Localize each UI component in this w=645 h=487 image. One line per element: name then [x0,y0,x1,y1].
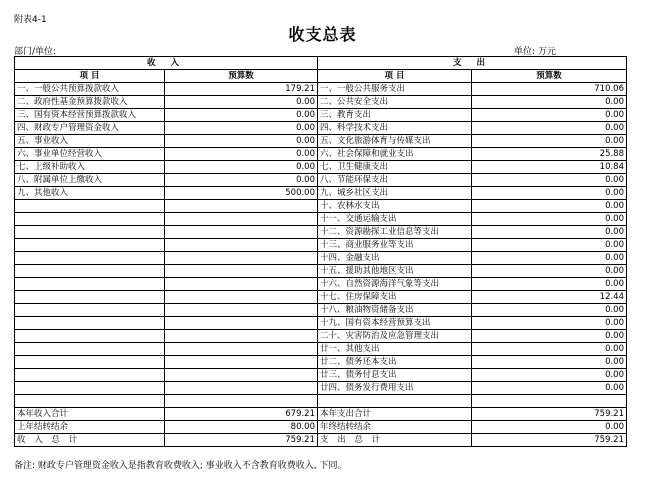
expenditure-item: 一、一般公共服务支出 [318,83,472,96]
expenditure-item: 九、城乡社区支出 [318,187,472,200]
expenditure-item: 十七、住房保障支出 [318,291,472,304]
table-row [15,330,627,343]
expenditure-value: 0.00 [472,330,627,343]
income-value: 0.00 [165,109,318,122]
income-value-empty [165,343,318,356]
table-row [15,382,627,395]
table-row [15,252,627,265]
total-expenditure-value: 0.00 [472,421,627,434]
expenditure-value: 0.00 [472,122,627,135]
expenditure-item: 十五、援助其他地区支出 [318,265,472,278]
expenditure-item: 二、公共安全支出 [318,96,472,109]
income-value-empty [165,213,318,226]
income-item-empty [15,200,165,213]
expenditure-item-header: 项 目 [318,70,472,83]
table-row [15,96,627,109]
expenditure-value: 0.00 [472,252,627,265]
income-value: 0.00 [165,161,318,174]
expenditure-item: 十四、金融支出 [318,252,472,265]
income-value-empty [165,382,318,395]
income-value-empty [165,200,318,213]
table-row [15,317,627,330]
income-value-empty [165,278,318,291]
expenditure-value: 12.44 [472,291,627,304]
table-row [15,343,627,356]
income-item: 一、一般公共预算拨款收入 [15,83,165,96]
total-expenditure-item: 本年支出合计 [318,408,472,421]
expenditure-item: 十六、自然资源海洋气象等支出 [318,278,472,291]
empty-cell [472,395,627,408]
table-row [15,278,627,291]
income-value: 179.21 [165,83,318,96]
income-item-empty [15,265,165,278]
table-row [15,135,627,148]
total-row [15,434,627,447]
income-value-empty [165,226,318,239]
income-value: 0.00 [165,96,318,109]
total-expenditure-item: 支 出 总 计 [318,434,472,447]
expenditure-value: 0.00 [472,369,627,382]
income-item-empty [15,291,165,304]
expenditure-value: 0.00 [472,265,627,278]
spacer-row [15,395,627,408]
income-item-empty [15,239,165,252]
income-value-empty [165,265,318,278]
income-value: 500.00 [165,187,318,200]
total-income-value: 679.21 [165,408,318,421]
income-budget-header: 预算数 [165,70,318,83]
budget-summary-table [14,56,627,447]
expenditure-value: 0.00 [472,343,627,356]
table-row [15,122,627,135]
income-value-empty [165,369,318,382]
table-row [15,187,627,200]
expenditure-item: 廿三、债务付息支出 [318,369,472,382]
total-expenditure-value: 759.21 [472,408,627,421]
page-title: 收支总表 [288,25,357,44]
total-income-value: 80.00 [165,421,318,434]
expenditure-value: 0.00 [472,96,627,109]
expenditure-item: 十二、资源勘探工业信息等支出 [318,226,472,239]
income-value-empty [165,356,318,369]
income-item-empty [15,278,165,291]
table-row [15,109,627,122]
expenditure-value: 710.06 [472,83,627,96]
expenditure-value: 0.00 [472,304,627,317]
income-item-empty [15,330,165,343]
income-value: 0.00 [165,122,318,135]
table-row [15,83,627,96]
income-item-empty [15,213,165,226]
expenditure-item: 七、卫生健康支出 [318,161,472,174]
expenditure-value: 0.00 [472,226,627,239]
expenditure-item: 六、社会保障和就业支出 [318,148,472,161]
expenditure-value: 0.00 [472,213,627,226]
total-expenditure-value: 759.21 [472,434,627,447]
income-item-header: 项 目 [15,70,165,83]
total-income-value: 759.21 [165,434,318,447]
income-item: 二、政府性基金预算拨款收入 [15,96,165,109]
expenditure-header: 支 出 [318,57,627,70]
table-row [15,161,627,174]
income-item-empty [15,356,165,369]
total-row [15,408,627,421]
income-item: 四、财政专户管理资金收入 [15,122,165,135]
expenditure-item: 廿二、债务还本支出 [318,356,472,369]
total-income-item: 收 入 总 计 [15,434,165,447]
income-value-empty [165,252,318,265]
table-row [15,369,627,382]
income-item: 六、事业单位经营收入 [15,148,165,161]
expenditure-value: 0.00 [472,278,627,291]
expenditure-item: 十、农林水支出 [318,200,472,213]
income-item: 七、上级补助收入 [15,161,165,174]
expenditure-item: 十一、交通运输支出 [318,213,472,226]
table-row [15,148,627,161]
expenditure-item: 廿四、债务发行费用支出 [318,382,472,395]
empty-cell [15,395,165,408]
income-value-empty [165,304,318,317]
expenditure-value: 0.00 [472,239,627,252]
income-item-empty [15,304,165,317]
income-item-empty [15,343,165,356]
expenditure-item: 四、科学技术支出 [318,122,472,135]
expenditure-value: 0.00 [472,356,627,369]
expenditure-value: 0.00 [472,174,627,187]
unit-label: 单位: 万元 [514,47,556,57]
table-row [15,304,627,317]
income-item: 八、附属单位上缴收入 [15,174,165,187]
income-value-empty [165,317,318,330]
expenditure-item: 三、教育支出 [318,109,472,122]
table-row [15,239,627,252]
table-row [15,356,627,369]
income-item-empty [15,382,165,395]
expenditure-value: 0.00 [472,187,627,200]
empty-cell [318,395,472,408]
expenditure-item: 十三、商业服务业等支出 [318,239,472,252]
expenditure-item: 十八、粮油物资储备支出 [318,304,472,317]
total-expenditure-item: 年终结转结余 [318,421,472,434]
expenditure-item: 十九、国有资本经营预算支出 [318,317,472,330]
income-value-empty [165,291,318,304]
table-row [15,265,627,278]
income-item-empty [15,226,165,239]
expenditure-value: 10.84 [472,161,627,174]
expenditure-value: 25.88 [472,148,627,161]
total-row [15,421,627,434]
empty-cell [165,395,318,408]
income-header: 收 入 [15,57,318,70]
expenditure-value: 0.00 [472,109,627,122]
expenditure-value: 0.00 [472,382,627,395]
table-row [15,174,627,187]
income-value: 0.00 [165,135,318,148]
expenditure-budget-header: 预算数 [472,70,627,83]
expenditure-item: 八、节能环保支出 [318,174,472,187]
income-item: 三、国有资本经营预算拨款收入 [15,109,165,122]
income-value: 0.00 [165,148,318,161]
table-row [15,291,627,304]
annex-label: 附表4-1 [14,15,47,25]
income-item: 五、事业收入 [15,135,165,148]
income-value-empty [165,239,318,252]
income-item: 九、其他收入 [15,187,165,200]
income-item-empty [15,252,165,265]
total-income-item: 上年结转结余 [15,421,165,434]
expenditure-item: 二十、灾害防治及应急管理支出 [318,330,472,343]
table-row [15,226,627,239]
expenditure-value: 0.00 [472,317,627,330]
expenditure-value: 0.00 [472,200,627,213]
table-row [15,213,627,226]
table-row [15,200,627,213]
footnote: 备注: 财政专户管理资金收入是指教育收费收入; 事业收入不含教育收费收入, 下同。 [14,461,347,471]
total-income-item: 本年收入合计 [15,408,165,421]
income-item-empty [15,369,165,382]
income-item-empty [15,317,165,330]
income-value-empty [165,330,318,343]
income-value: 0.00 [165,174,318,187]
department-label: 部门/单位: [14,47,57,57]
expenditure-item: 廿一、其他支出 [318,343,472,356]
expenditure-value: 0.00 [472,135,627,148]
expenditure-item: 五、文化旅游体育与传媒支出 [318,135,472,148]
